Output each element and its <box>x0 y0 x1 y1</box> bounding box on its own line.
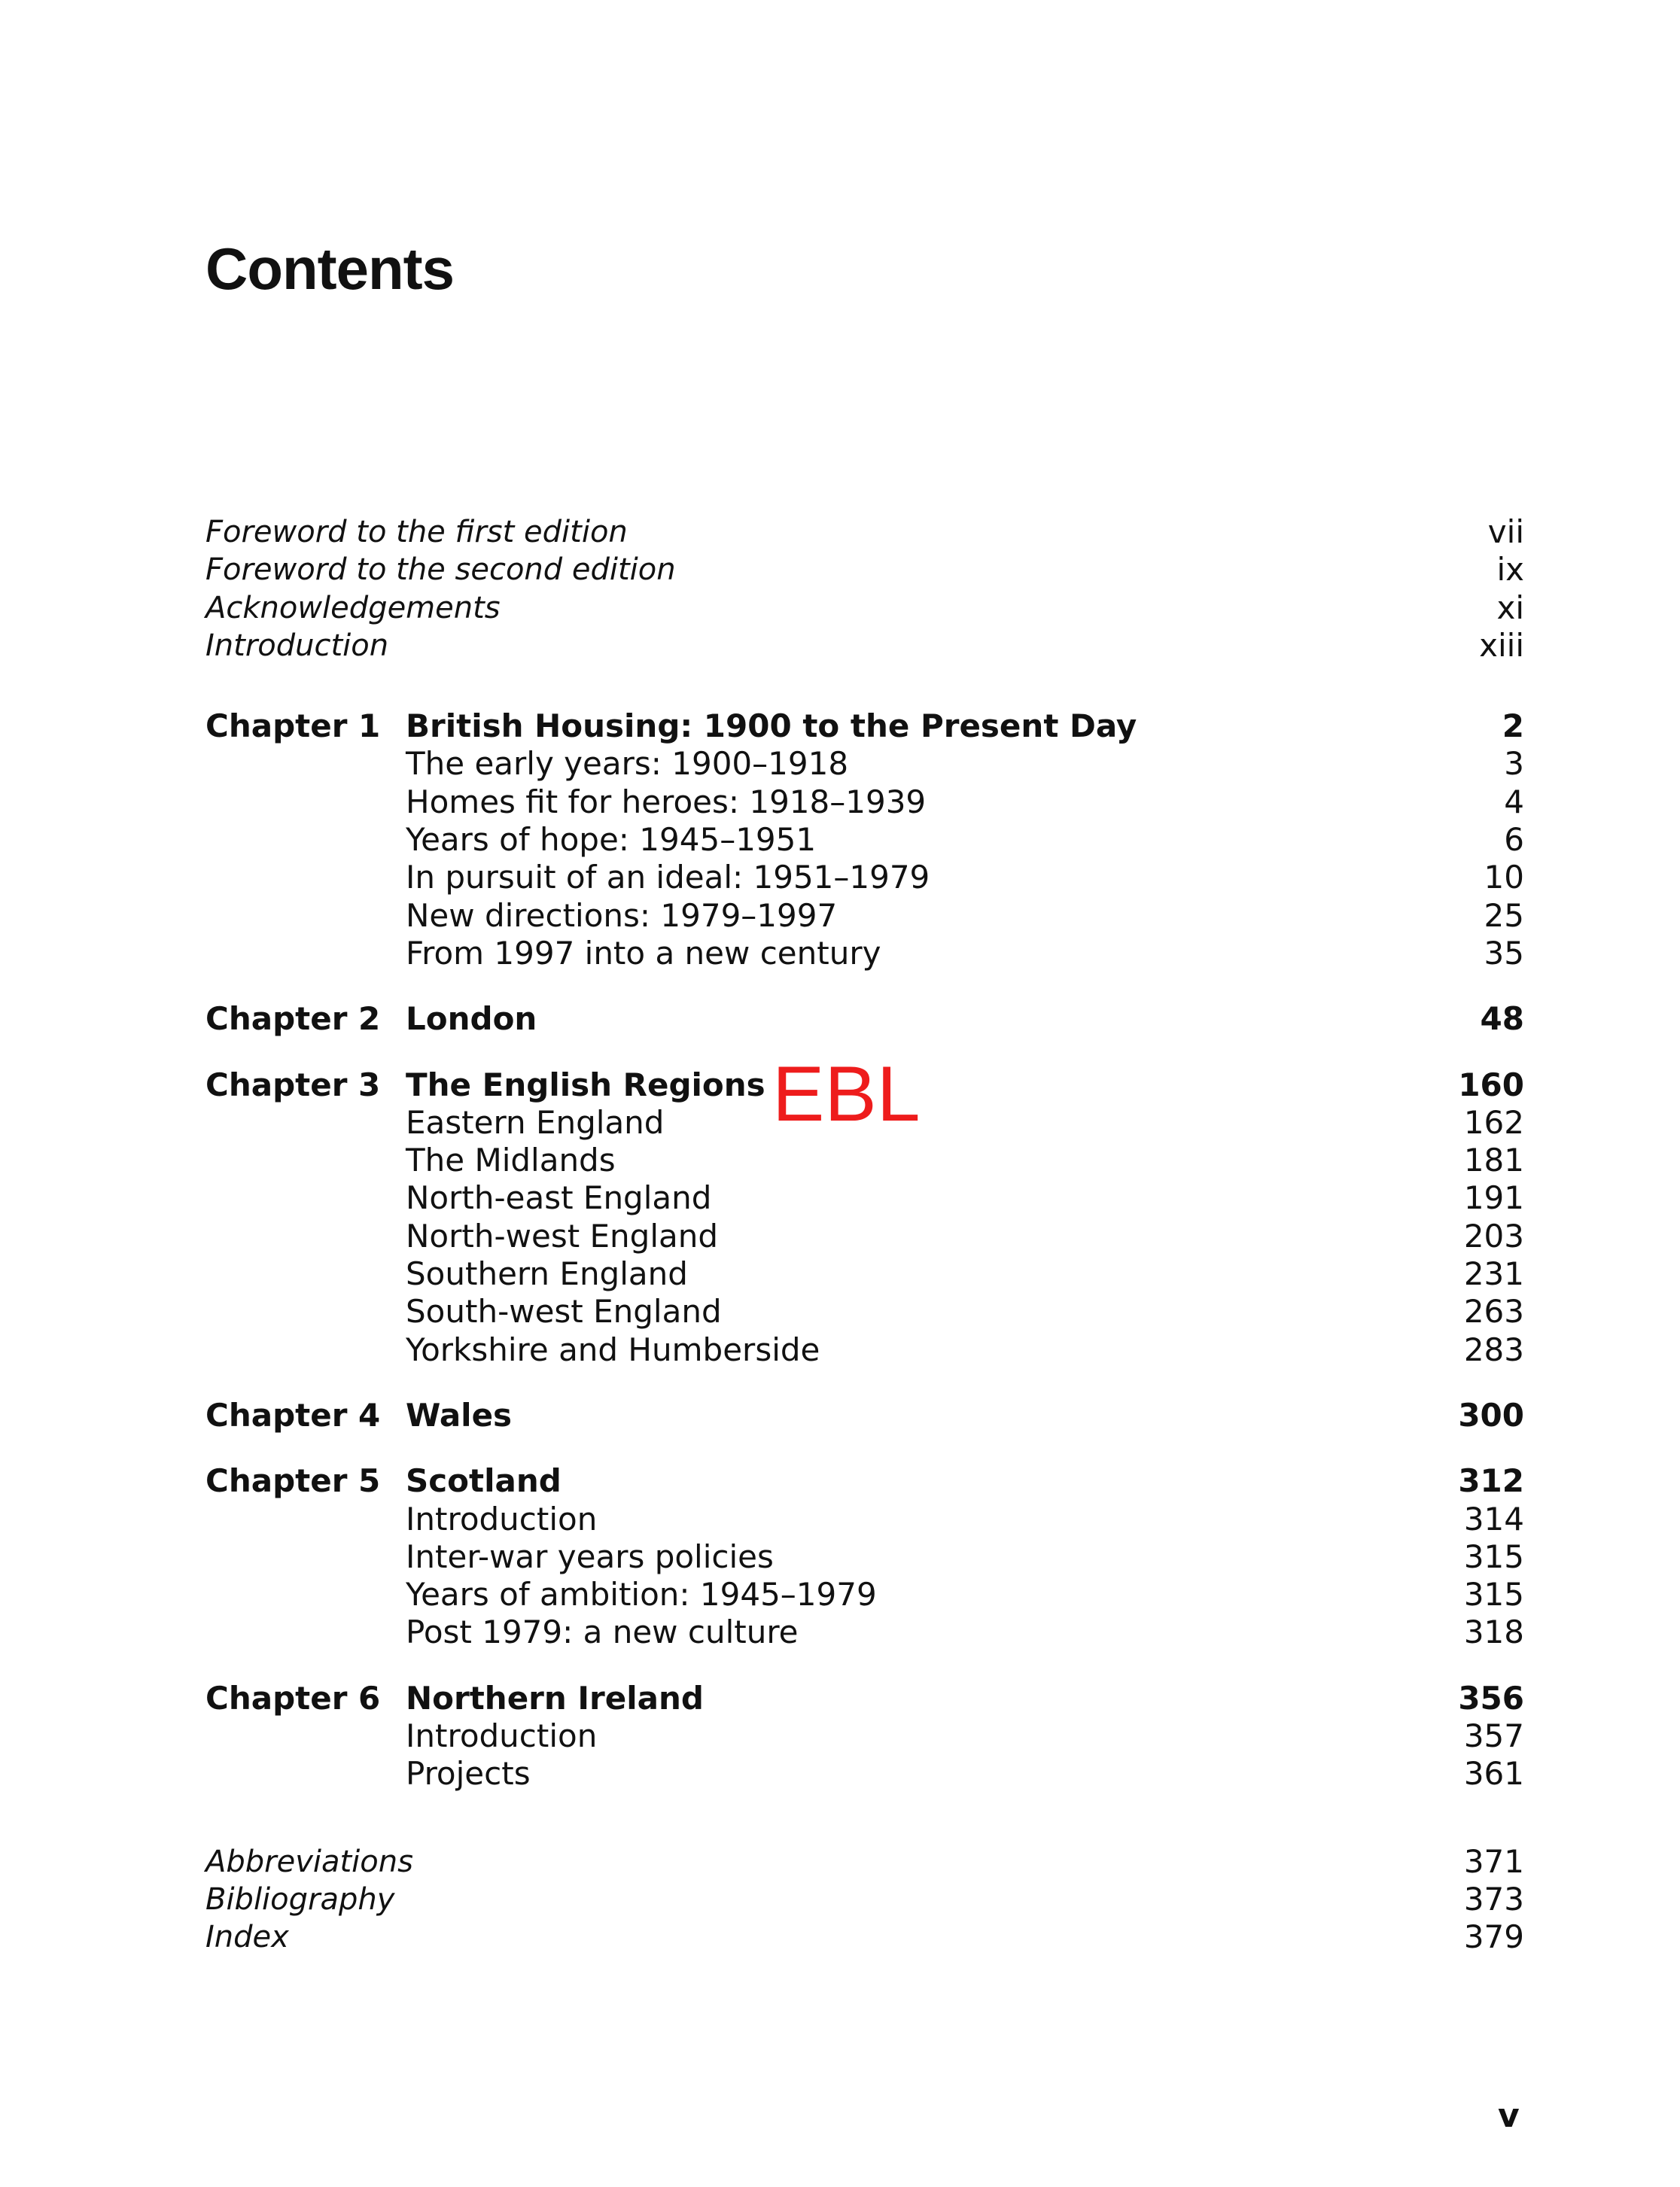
chapter-heading[interactable] <box>205 1000 1524 1038</box>
section-page-number: 10 <box>1484 859 1524 896</box>
chapter-page-number: 312 <box>1458 1462 1524 1500</box>
chapter-block <box>205 1397 1524 1434</box>
chapter-number: Chapter 4 <box>205 1396 381 1434</box>
section-page-number: 25 <box>1484 896 1524 934</box>
section-label: The early years: 1900–1918 <box>406 745 849 783</box>
section-entry[interactable] <box>205 1331 1524 1369</box>
entry-label: Abbreviations <box>205 1844 413 1879</box>
chapter-page-number: 48 <box>1480 1000 1524 1038</box>
entry-page-number: xi <box>1496 589 1524 626</box>
section-entry[interactable] <box>205 745 1524 783</box>
section-page-number: 4 <box>1504 783 1524 820</box>
toc-entry[interactable] <box>205 513 1524 551</box>
section-label: Homes fit for heroes: 1918–1939 <box>406 783 927 820</box>
section-label: South-west England <box>406 1293 722 1331</box>
section-entry[interactable] <box>205 1179 1524 1217</box>
entry-label: Introduction <box>205 628 389 663</box>
chapter-number: Chapter 2 <box>205 1000 381 1038</box>
section-label: Post 1979: a new culture <box>406 1614 799 1651</box>
chapter-block <box>205 1462 1524 1651</box>
section-entry[interactable] <box>205 1538 1524 1576</box>
section-label: Inter-war years policies <box>406 1538 774 1575</box>
section-page-number: 181 <box>1463 1142 1524 1179</box>
section-page-number: 314 <box>1463 1500 1524 1538</box>
section-entry[interactable] <box>205 1576 1524 1614</box>
section-page-number: 315 <box>1463 1576 1524 1614</box>
section-page-number: 361 <box>1463 1755 1524 1793</box>
toc-entry[interactable] <box>205 589 1524 627</box>
chapter-title: Northern Ireland <box>406 1679 704 1717</box>
section-entry[interactable] <box>205 1501 1524 1538</box>
chapter-title: British Housing: 1900 to the Present Day <box>406 707 1137 745</box>
entry-page-number: 379 <box>1463 1918 1524 1956</box>
ebl-stamp: EBL <box>772 1051 921 1138</box>
section-label: Years of ambition: 1945–1979 <box>406 1576 877 1614</box>
section-entry[interactable] <box>205 1614 1524 1651</box>
section-entry[interactable] <box>205 897 1524 935</box>
entry-label: Bibliography <box>205 1881 395 1917</box>
section-entry[interactable] <box>205 1142 1524 1179</box>
section-page-number: 3 <box>1504 745 1524 783</box>
section-page-number: 315 <box>1463 1538 1524 1575</box>
entry-page-number: ix <box>1496 551 1524 589</box>
entry-label: Acknowledgements <box>205 590 501 625</box>
chapter-title: The English Regions <box>406 1066 765 1103</box>
section-label: Introduction <box>406 1500 598 1538</box>
toc-entry[interactable] <box>205 551 1524 589</box>
section-entry[interactable] <box>205 1755 1524 1793</box>
chapter-number: Chapter 6 <box>205 1679 381 1717</box>
section-label: North-east England <box>406 1179 712 1217</box>
section-entry[interactable] <box>205 783 1524 821</box>
entry-label: Foreword to the second edition <box>205 552 676 588</box>
chapter-number: Chapter 1 <box>205 707 381 745</box>
chapter-number: Chapter 3 <box>205 1066 381 1103</box>
entry-page-number: vii <box>1487 513 1524 550</box>
section-entry[interactable] <box>205 935 1524 972</box>
chapter-block <box>205 707 1524 972</box>
section-label: North-west England <box>406 1217 719 1255</box>
table-of-contents <box>205 513 1524 1957</box>
section-entry[interactable] <box>205 1218 1524 1255</box>
chapter-title: Scotland <box>406 1462 562 1500</box>
toc-entry[interactable] <box>205 627 1524 665</box>
chapter-heading[interactable] <box>205 1462 1524 1500</box>
section-entry[interactable] <box>205 1293 1524 1331</box>
back-matter <box>205 1843 1524 1957</box>
entry-page-number: 371 <box>1463 1842 1524 1880</box>
section-page-number: 162 <box>1463 1103 1524 1141</box>
section-label: Southern England <box>406 1255 688 1293</box>
section-label: Eastern England <box>406 1103 665 1141</box>
section-page-number: 203 <box>1463 1217 1524 1255</box>
section-page-number: 191 <box>1463 1179 1524 1217</box>
chapter-block <box>205 1000 1524 1038</box>
chapter-page-number: 2 <box>1502 707 1524 745</box>
section-label: Projects <box>406 1755 531 1793</box>
front-matter <box>205 513 1524 665</box>
section-label: Introduction <box>406 1717 598 1755</box>
toc-entry[interactable] <box>205 1843 1524 1881</box>
chapter-title: London <box>406 1000 537 1038</box>
section-entry[interactable] <box>205 821 1524 859</box>
toc-entry[interactable] <box>205 1881 1524 1918</box>
section-page-number: 231 <box>1463 1255 1524 1293</box>
section-page-number: 357 <box>1463 1717 1524 1755</box>
section-page-number: 263 <box>1463 1293 1524 1331</box>
page-title: Contents <box>205 236 454 302</box>
section-label: Years of hope: 1945–1951 <box>406 821 817 859</box>
chapter-block <box>205 1680 1524 1793</box>
section-entry[interactable] <box>205 1255 1524 1293</box>
section-page-number: 6 <box>1504 821 1524 859</box>
section-entry[interactable] <box>205 859 1524 896</box>
section-page-number: 35 <box>1484 934 1524 972</box>
toc-entry[interactable] <box>205 1918 1524 1956</box>
section-label: The Midlands <box>406 1142 616 1179</box>
chapter-page-number: 300 <box>1458 1396 1524 1434</box>
chapter-page-number: 160 <box>1458 1066 1524 1103</box>
entry-page-number: xiii <box>1479 626 1524 664</box>
section-label: New directions: 1979–1997 <box>406 896 838 934</box>
chapter-heading[interactable] <box>205 707 1524 745</box>
section-page-number: 318 <box>1463 1614 1524 1651</box>
chapter-title: Wales <box>406 1396 513 1434</box>
section-label: From 1997 into a new century <box>406 934 881 972</box>
chapter-page-number: 356 <box>1458 1679 1524 1717</box>
section-label: Yorkshire and Humberside <box>406 1331 820 1368</box>
page-number: v <box>1498 2097 1520 2135</box>
entry-label: Foreword to the first edition <box>205 515 628 549</box>
chapter-heading[interactable] <box>205 1680 1524 1717</box>
entry-page-number: 373 <box>1463 1880 1524 1918</box>
entry-label: Index <box>205 1920 289 1955</box>
section-label: In pursuit of an ideal: 1951–1979 <box>406 859 930 896</box>
section-page-number: 283 <box>1463 1331 1524 1368</box>
chapter-list <box>205 707 1524 1793</box>
section-entry[interactable] <box>205 1717 1524 1755</box>
chapter-number: Chapter 5 <box>205 1462 381 1500</box>
chapter-heading[interactable] <box>205 1397 1524 1434</box>
